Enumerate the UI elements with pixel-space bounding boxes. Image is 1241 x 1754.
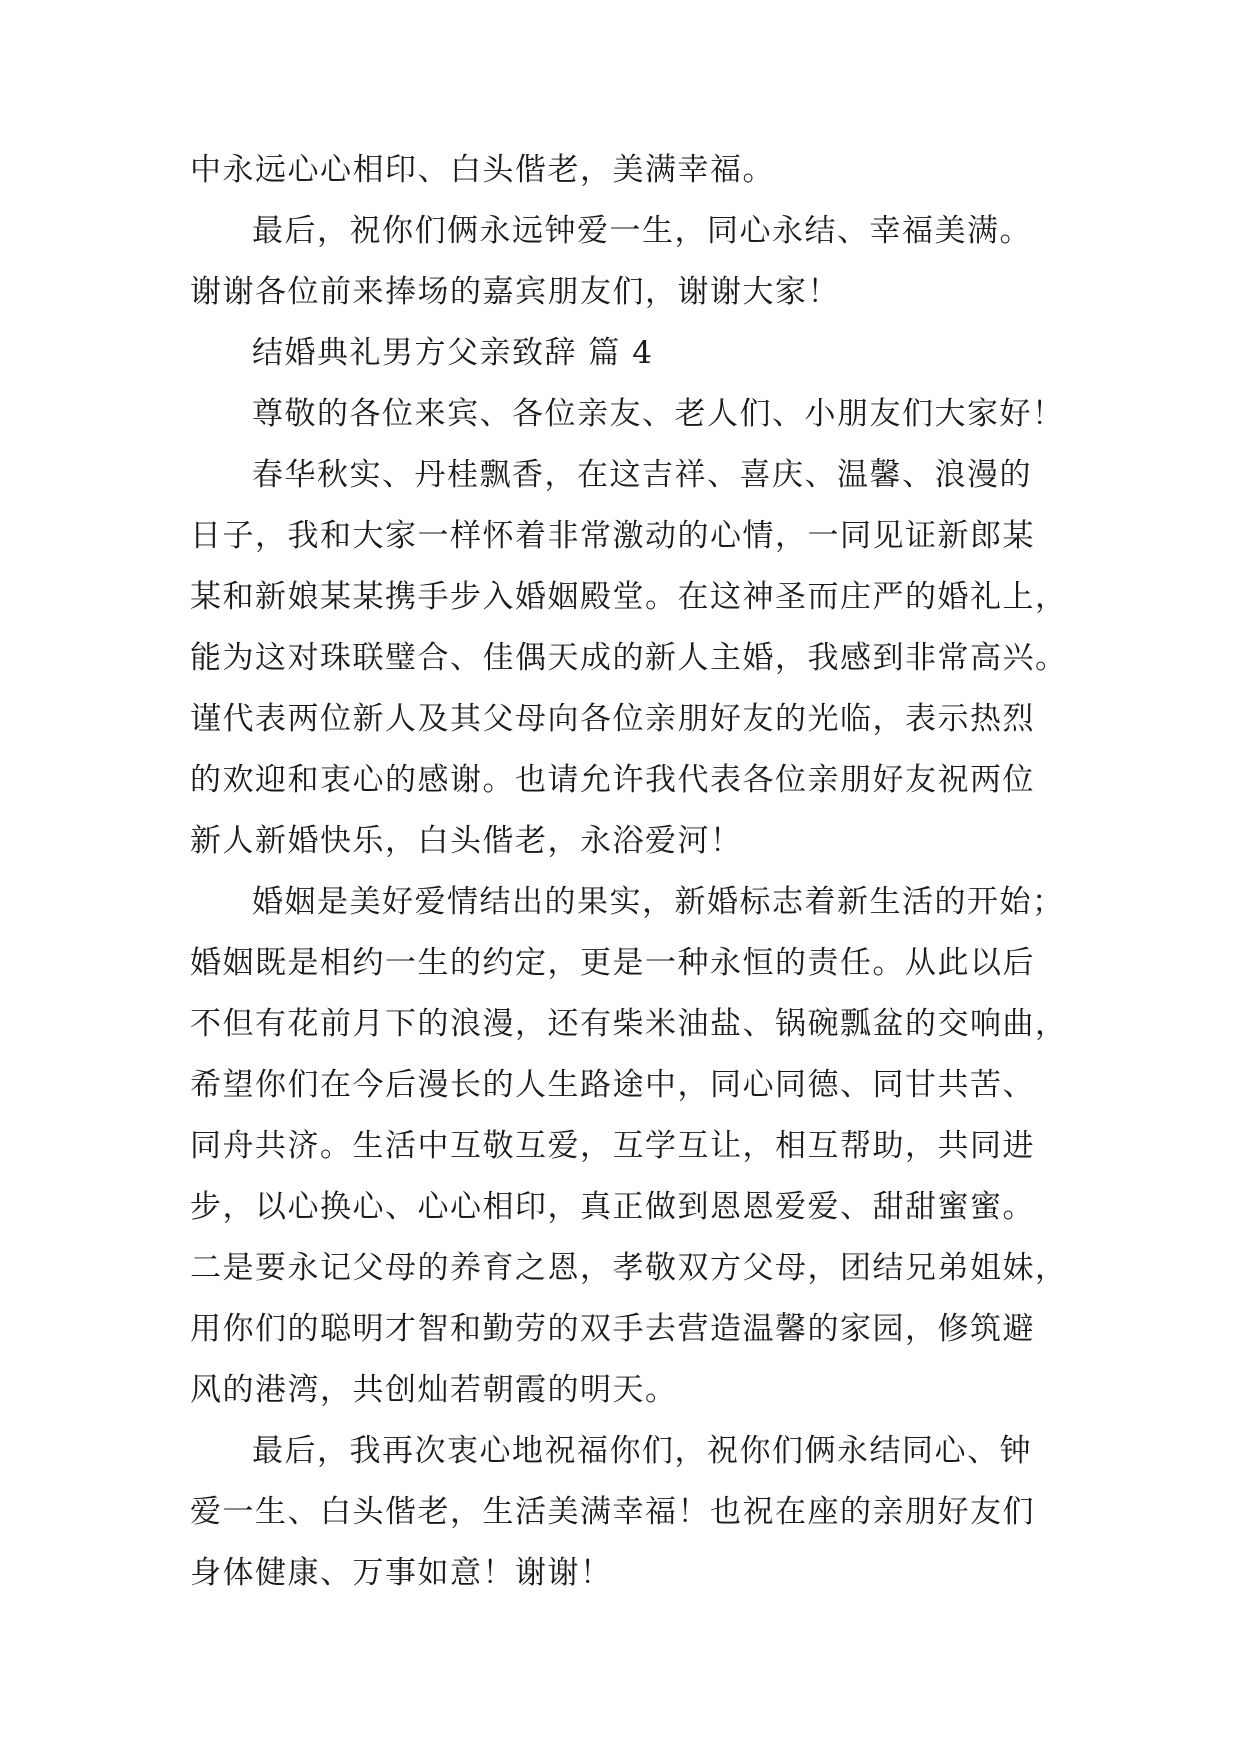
text-line-12: 新人新婚快乐，白头偕老，永浴爱河！ [190, 823, 743, 859]
text-line-11: 的欢迎和衷心的感谢。也请允许我代表各位亲朋好友祝两位 [190, 762, 1035, 798]
text-line-5: 尊敬的各位来宾、各位亲友、老人们、小朋友们大家好！ [252, 396, 1065, 432]
text-line-22: 最后，我再次衷心地祝福你们，祝你们俩永结同心、钟 [252, 1433, 1032, 1469]
text-line-14: 婚姻既是相约一生的约定，更是一种永恒的责任。从此以后 [190, 945, 1035, 981]
text-line-2: 最后，祝你们俩永远钟爱一生，同心永结、幸福美满。 [252, 213, 1032, 249]
text-line-15: 不但有花前月下的浪漫，还有柴米油盐、锅碗瓢盆的交响曲， [190, 1006, 1068, 1042]
text-line-16: 希望你们在今后漫长的人生路途中，同心同德、同甘共苦、 [190, 1067, 1035, 1103]
text-line-17: 同舟共济。生活中互敬互爱，互学互让，相互帮助，共同进 [190, 1128, 1035, 1164]
text-line-6: 春华秋实、丹桂飘香，在这吉祥、喜庆、温馨、浪漫的 [252, 457, 1032, 493]
text-line-20: 用你们的聪明才智和勤劳的双手去营造温馨的家园，修筑避 [190, 1311, 1035, 1347]
text-line-9: 能为这对珠联璧合、佳偶天成的新人主婚，我感到非常高兴。 [190, 640, 1068, 676]
text-line-13: 婚姻是美好爱情结出的果实，新婚标志着新生活的开始； [252, 884, 1065, 920]
text-line-3: 谢谢各位前来捧场的嘉宾朋友们，谢谢大家！ [190, 274, 840, 310]
text-line-23: 爱一生、白头偕老，生活美满幸福！也祝在座的亲朋好友们 [190, 1494, 1035, 1530]
text-line-7: 日子，我和大家一样怀着非常激动的心情，一同见证新郎某 [190, 518, 1035, 554]
section-title: 结婚典礼男方父亲致辞 篇 4 [252, 335, 654, 371]
text-line-8: 某和新娘某某携手步入婚姻殿堂。在这神圣而庄严的婚礼上， [190, 579, 1068, 615]
text-line-21: 风的港湾，共创灿若朝霞的明天。 [190, 1372, 678, 1408]
text-line-24: 身体健康、万事如意！谢谢！ [190, 1555, 613, 1591]
text-line-19: 二是要永记父母的养育之恩，孝敬双方父母，团结兄弟姐妹， [190, 1250, 1068, 1286]
text-line-10: 谨代表两位新人及其父母向各位亲朋好友的光临，表示热烈 [190, 701, 1035, 737]
text-line-18: 步，以心换心、心心相印，真正做到恩恩爱爱、甜甜蜜蜜。 [190, 1189, 1035, 1225]
text-line-1: 中永远心心相印、白头偕老，美满幸福。 [190, 152, 775, 188]
